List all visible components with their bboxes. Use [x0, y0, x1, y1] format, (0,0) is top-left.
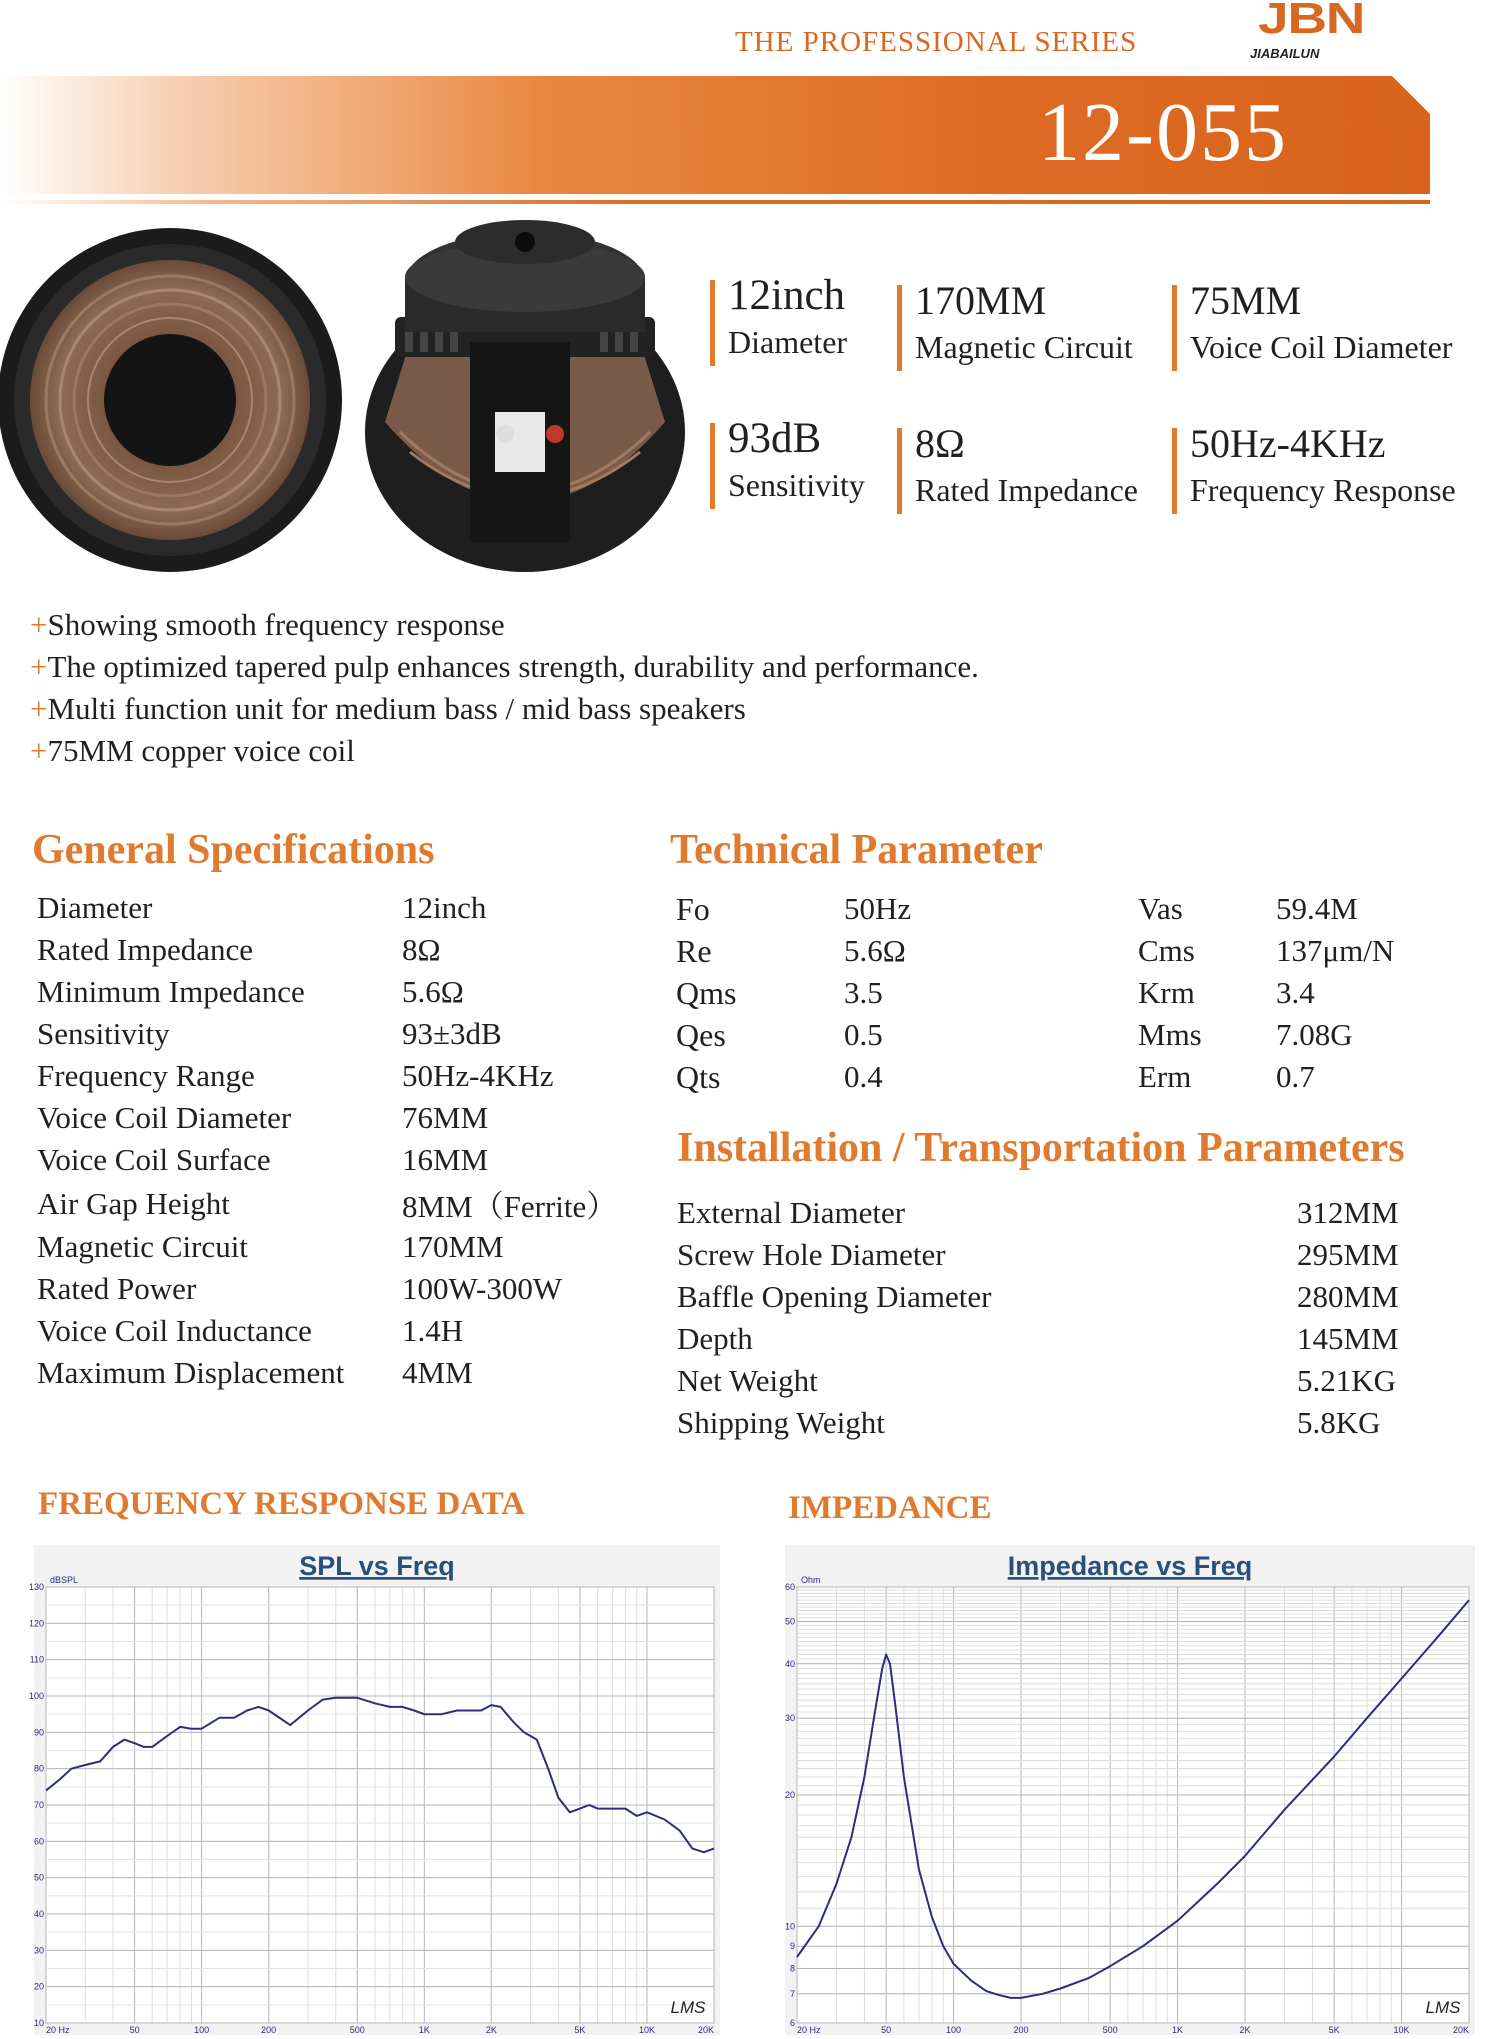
highlight-label: Rated Impedance	[915, 472, 1138, 508]
param-name: Mms	[1138, 1017, 1202, 1052]
general-spec-table	[37, 887, 617, 1394]
table-row	[37, 1097, 617, 1139]
spec-label: Voice Coil Inductance	[37, 1313, 312, 1348]
y-tick-label: 130	[28, 1582, 44, 1592]
highlight-label: Magnetic Circuit	[915, 329, 1133, 365]
y-tick-label: 100	[28, 1691, 44, 1701]
y-tick-label: 60	[784, 1582, 795, 1592]
param-value: 7.08G	[1276, 1017, 1353, 1052]
x-tick-label: 50	[881, 2025, 892, 2035]
highlight-label: Diameter	[728, 324, 848, 360]
spec-value: 12inch	[402, 890, 487, 925]
installation-title: Installation / Transportation Parameters	[677, 1125, 1405, 1171]
x-tick-label: 50	[129, 2025, 140, 2035]
x-tick-label: 1K	[418, 2025, 430, 2035]
install-value: 312MM	[1297, 1195, 1399, 1230]
param-value: 3.4	[1276, 975, 1315, 1010]
x-tick-label: 10K	[638, 2025, 655, 2035]
table-row	[676, 930, 1394, 972]
y-tick-label: 8	[789, 1963, 795, 1974]
install-value: 280MM	[1297, 1279, 1399, 1314]
y-tick-label: 10	[784, 1921, 795, 1932]
spec-label: Voice Coil Surface	[37, 1142, 271, 1177]
x-tick-label: 20K	[1452, 2025, 1469, 2035]
param-name: Cms	[1138, 933, 1195, 968]
speaker-front-image	[0, 228, 342, 572]
spec-value: 5.6Ω	[402, 974, 464, 1009]
highlight-bar	[897, 428, 902, 514]
spec-label: Diameter	[37, 890, 153, 925]
y-tick-label: 30	[33, 1945, 44, 1956]
feature-list	[30, 604, 979, 772]
highlight-label: Frequency Response	[1190, 472, 1456, 508]
y-axis-label: Ohm	[801, 1575, 821, 1585]
impedance-title: IMPEDANCE	[788, 1490, 992, 1526]
install-value: 5.21KG	[1297, 1363, 1397, 1398]
table-row	[37, 1352, 617, 1394]
spec-value: 50Hz-4KHz	[402, 1058, 554, 1093]
param-name: Vas	[1138, 891, 1183, 926]
table-row	[37, 1226, 617, 1268]
watermark-label: LMS	[670, 1998, 706, 2017]
spec-value: 76MM	[402, 1100, 489, 1135]
x-tick-label: 500	[349, 2025, 365, 2035]
param-name: Qes	[676, 1016, 726, 1053]
plus-icon: +	[30, 649, 48, 684]
technical-param-table	[676, 888, 1394, 1098]
feature-item: +The optimized tapered pulp enhances strength, durability and performance.	[30, 649, 979, 684]
y-tick-label: 9	[789, 1941, 795, 1952]
x-tick-label: 5K	[1328, 2025, 1340, 2035]
table-row	[677, 1276, 1399, 1318]
spec-value: 4MM	[402, 1355, 473, 1390]
table-row	[37, 929, 617, 971]
spec-value: 170MM	[402, 1229, 504, 1264]
x-tick-label: 100	[946, 2025, 962, 2035]
x-tick-label: 20K	[697, 2025, 714, 2035]
x-tick-label: 2K	[1239, 2025, 1251, 2035]
highlight-magnetic-circuit	[897, 275, 1133, 367]
model-number: 12-055	[1038, 86, 1288, 179]
table-row	[676, 972, 1394, 1014]
table-row	[37, 1139, 617, 1181]
table-row	[677, 1318, 1399, 1360]
param-value: 59.4M	[1276, 891, 1358, 926]
chart-title: SPL vs Freq	[299, 1551, 455, 1581]
highlight-value: 75MM	[1190, 278, 1302, 323]
logo-mark: JBN	[1258, 0, 1365, 43]
feature-item: +75MM copper voice coil	[30, 733, 355, 768]
spec-value: 16MM	[402, 1142, 489, 1177]
table-row	[677, 1192, 1399, 1234]
param-value: 0.5	[844, 1017, 883, 1052]
install-label: Baffle Opening Diameter	[677, 1279, 992, 1314]
highlight-bar	[710, 280, 715, 366]
param-value: 5.6Ω	[844, 933, 906, 968]
spec-label: Magnetic Circuit	[37, 1229, 248, 1264]
highlight-value: 12inch	[728, 272, 846, 319]
y-tick-label: 40	[33, 1909, 44, 1919]
spec-value: 8Ω	[402, 932, 441, 967]
param-name: Fo	[676, 890, 710, 927]
y-tick-label: 7	[789, 1988, 795, 1999]
param-name: Qts	[676, 1058, 721, 1095]
x-tick-label: 20 Hz	[797, 2025, 821, 2035]
chart-title: Impedance vs Freq	[1007, 1551, 1253, 1581]
param-value: 3.5	[844, 975, 883, 1010]
y-tick-label: 90	[33, 1727, 44, 1738]
y-tick-label: 50	[784, 1616, 795, 1627]
spec-label: Voice Coil Diameter	[37, 1100, 292, 1135]
install-value: 5.8KG	[1297, 1405, 1381, 1440]
spec-value: 8MM（Ferrite）	[402, 1189, 618, 1224]
spec-value: 1.4H	[402, 1313, 464, 1348]
highlight-bar	[897, 285, 902, 371]
param-name: Krm	[1138, 975, 1195, 1010]
install-label: External Diameter	[677, 1195, 906, 1230]
spec-label: Minimum Impedance	[37, 974, 305, 1009]
install-label: Net Weight	[677, 1363, 818, 1398]
table-row	[37, 1055, 617, 1097]
table-row	[677, 1360, 1399, 1402]
brand-logo	[1238, 0, 1388, 62]
spec-label: Air Gap Height	[37, 1185, 230, 1221]
highlight-bar	[1172, 285, 1177, 371]
param-name: Erm	[1138, 1059, 1192, 1094]
x-tick-label: 500	[1102, 2025, 1118, 2035]
y-tick-label: 40	[784, 1658, 795, 1669]
speaker-back-image	[365, 220, 685, 572]
y-tick-label: 110	[29, 1654, 44, 1665]
series-title: THE PROFESSIONAL SERIES	[735, 26, 1138, 58]
install-label: Screw Hole Diameter	[677, 1237, 946, 1272]
x-tick-label: 100	[194, 2025, 210, 2035]
frequency-response-title: FREQUENCY RESPONSE DATA	[38, 1486, 526, 1522]
plus-icon: +	[30, 733, 48, 768]
table-row	[37, 1181, 617, 1226]
highlight-label: Sensitivity	[728, 467, 865, 503]
spec-value: 93±3dB	[402, 1016, 502, 1051]
highlight-label: Voice Coil Diameter	[1190, 329, 1453, 365]
spl-chart	[28, 1545, 720, 2035]
install-value: 295MM	[1297, 1237, 1399, 1272]
table-row	[37, 887, 617, 929]
highlight-value: 8Ω	[915, 421, 965, 466]
table-row	[37, 1268, 617, 1310]
table-row	[37, 1310, 617, 1352]
y-tick-label: 120	[28, 1618, 44, 1629]
y-tick-label: 30	[784, 1713, 795, 1724]
highlight-bar	[710, 423, 715, 509]
highlight-voice-coil	[1172, 275, 1452, 367]
y-tick-label: 50	[33, 1872, 44, 1883]
install-value: 145MM	[1297, 1321, 1399, 1356]
param-value: 137μm/N	[1276, 933, 1395, 968]
logo-subtitle: JIABAILUN	[1250, 46, 1320, 61]
highlight-impedance	[897, 418, 1138, 510]
plus-icon: +	[30, 691, 48, 726]
spec-label: Rated Power	[37, 1271, 197, 1306]
highlight-bar	[1172, 428, 1177, 514]
plus-icon: +	[30, 607, 48, 642]
x-tick-label: 200	[1013, 2025, 1029, 2035]
technical-param-title: Technical Parameter	[670, 827, 1043, 873]
install-label: Depth	[677, 1321, 753, 1356]
highlight-value: 93dB	[728, 415, 822, 462]
impedance-chart	[785, 1545, 1475, 2035]
y-tick-label: 20	[33, 1981, 44, 1992]
highlight-value: 170MM	[915, 278, 1047, 323]
y-tick-label: 60	[33, 1836, 44, 1847]
x-tick-label: 20 Hz	[46, 2025, 70, 2035]
table-row	[677, 1234, 1399, 1276]
param-name: Qms	[676, 974, 737, 1011]
feature-item: +Multi function unit for medium bass / mid bass speakers	[30, 691, 746, 726]
highlight-value: 50Hz-4KHz	[1190, 421, 1386, 466]
table-row	[676, 888, 1394, 930]
feature-item: +Showing smooth frequency response	[30, 607, 505, 642]
installation-table	[677, 1192, 1399, 1444]
general-spec-title: General Specifications	[32, 827, 435, 873]
highlight-frequency-response	[1172, 418, 1456, 510]
y-tick-label: 20	[784, 1790, 795, 1801]
x-tick-label: 1K	[1172, 2025, 1184, 2035]
spec-value: 100W-300W	[402, 1271, 563, 1306]
table-row	[676, 1014, 1394, 1056]
highlight-sensitivity	[710, 413, 865, 505]
param-value: 0.7	[1276, 1059, 1315, 1094]
spec-label: Sensitivity	[37, 1016, 170, 1051]
y-axis-label: dBSPL	[50, 1575, 79, 1585]
param-value: 0.4	[844, 1059, 883, 1094]
highlight-diameter	[710, 270, 847, 362]
watermark-label: LMS	[1425, 1998, 1461, 2017]
spec-label: Frequency Range	[37, 1058, 255, 1093]
banner-underline	[0, 200, 1430, 204]
x-tick-label: 10K	[1393, 2025, 1410, 2035]
param-value: 50Hz	[844, 891, 912, 926]
table-row	[37, 971, 617, 1013]
y-tick-label: 80	[33, 1763, 44, 1774]
x-tick-label: 2K	[485, 2025, 497, 2035]
spec-label: Rated Impedance	[37, 932, 254, 967]
install-label: Shipping Weight	[677, 1405, 885, 1440]
spec-label: Maximum Displacement	[37, 1355, 345, 1390]
x-tick-label: 200	[261, 2025, 277, 2035]
x-tick-label: 5K	[574, 2025, 586, 2035]
product-photos	[0, 222, 712, 584]
table-row	[677, 1402, 1399, 1444]
table-row	[676, 1056, 1394, 1098]
y-tick-label: 10	[33, 2018, 44, 2028]
y-tick-label: 70	[33, 1800, 44, 1810]
y-tick-label: 6	[789, 2018, 795, 2028]
param-name: Re	[676, 932, 712, 969]
table-row	[37, 1013, 617, 1055]
